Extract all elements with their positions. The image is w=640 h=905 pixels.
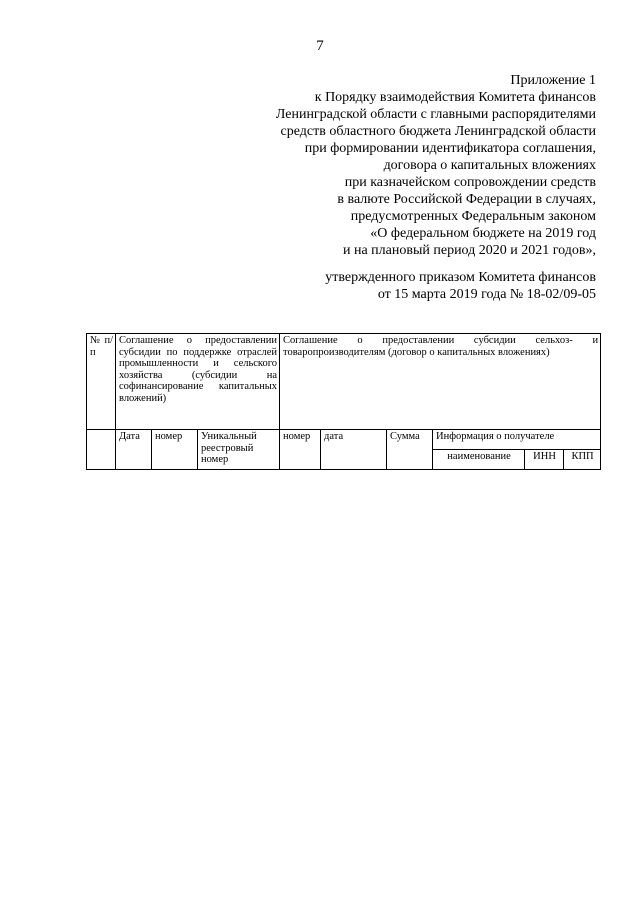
approval-line: утвержденного приказом Комитета финансов xyxy=(325,270,596,285)
page-number: 7 xyxy=(316,38,324,54)
header-cell-agreement: Соглашение о предоставлении субсидии по поддержке отраслей промышленности и сельского хозяйства (субсидии на софинансирование капитальных вложений) xyxy=(116,334,280,430)
header-cell-number: № п/п xyxy=(87,334,116,430)
subheader-name: наименование xyxy=(433,450,525,470)
subheader-sum: Сумма xyxy=(387,430,433,470)
appendix-line: предусмотренных Федеральным законом xyxy=(350,209,596,224)
appendix-line: при формировании идентификатора соглашения, xyxy=(304,141,596,156)
subheader-recipient-info: Информация о получателе xyxy=(433,430,601,450)
appendix-line: средств областного бюджета Ленинградской области xyxy=(280,124,596,139)
appendix-title: Приложение 1 xyxy=(510,73,596,88)
subheader-kpp: КПП xyxy=(564,450,601,470)
appendix-line: к Порядку взаимодействия Комитета финансов xyxy=(314,90,596,105)
subheader-date-2: дата xyxy=(321,430,387,470)
subheader-inn: ИНН xyxy=(525,450,564,470)
subheader-date: Дата xyxy=(116,430,152,470)
empty-cell xyxy=(87,430,116,470)
appendix-header xyxy=(196,72,596,303)
appendix-line: договора о капитальных вложениях xyxy=(383,158,596,173)
header-cell-agreement-agri: Соглашение о предоставлении субсидии сельхоз- и товаропроизводителям (договор о капитальных вложениях) xyxy=(280,334,601,430)
subheader-unique-reg-number: Уникальный реестровый номер xyxy=(198,430,280,470)
appendix-line: при казначейском сопровождении средств xyxy=(344,175,596,190)
appendix-line: Ленинградской области с главными распорядителями xyxy=(275,107,596,122)
appendix-line: «О федеральном бюджете на 2019 год xyxy=(370,226,596,241)
approval-line: от 15 марта 2019 года № 18-02/09-05 xyxy=(377,287,596,302)
subheader-number-2: номер xyxy=(280,430,321,470)
identifier-table xyxy=(86,333,601,470)
appendix-line: и на плановый период 2020 и 2021 годов», xyxy=(342,243,596,258)
appendix-line: в валюте Российской Федерации в случаях, xyxy=(337,192,596,207)
subheader-number: номер xyxy=(152,430,198,470)
